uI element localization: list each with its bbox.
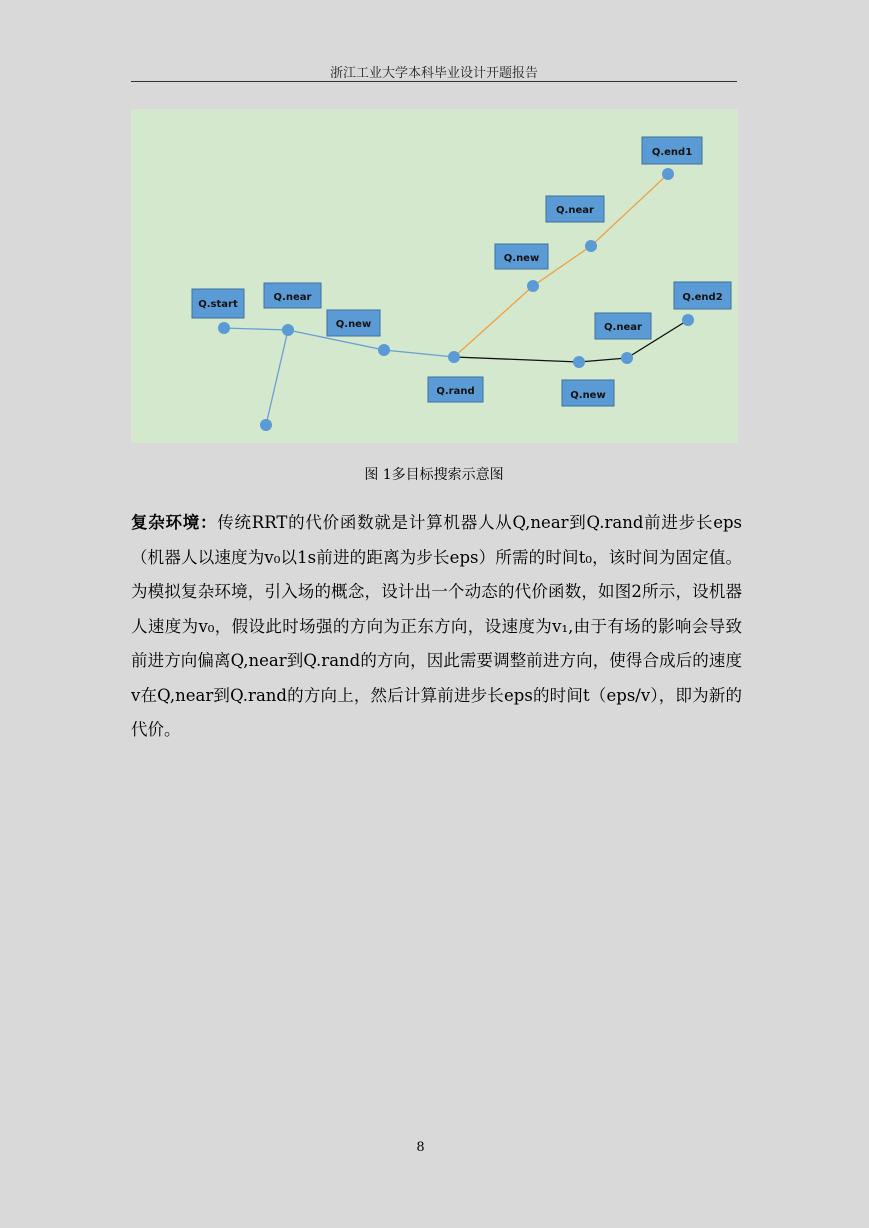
svg-text:Q.new: Q.new	[503, 253, 540, 264]
node-end1	[662, 168, 674, 180]
page-header: 浙江工业大学本科毕业设计开题报告	[329, 66, 538, 81]
label-near-right	[595, 313, 651, 339]
svg-text:Q.end2: Q.end2	[682, 292, 723, 303]
figure-caption: 图 1多目标搜索示意图	[364, 467, 504, 483]
label-start	[192, 289, 244, 318]
node-near-top	[585, 240, 597, 252]
svg-text:Q.near: Q.near	[273, 292, 312, 303]
page-number: 8	[416, 1140, 425, 1155]
svg-text:Q.end1: Q.end1	[651, 147, 693, 158]
svg-text:Q.near: Q.near	[604, 322, 642, 333]
label-new-right	[562, 380, 614, 406]
label-near-left	[264, 283, 321, 308]
svg-text:Q.new: Q.new	[570, 390, 606, 401]
node-rand	[448, 351, 460, 363]
node-new-mid	[527, 280, 539, 292]
rrt-diagram	[131, 109, 738, 443]
node-start	[218, 322, 230, 334]
node-near-right	[621, 352, 633, 364]
node-new-left	[378, 344, 390, 356]
node-branch	[260, 419, 272, 431]
label-new-left	[327, 310, 380, 336]
svg-text:Q.start: Q.start	[198, 299, 238, 310]
body-paragraph	[131, 506, 742, 748]
paragraph-text: 传统RRT的代价函数就是计算机器人从Q,near到Q.rand前进步长eps（机器人以速度为v₀以1s前进的距离为步长eps）所需的时间t₀，该时间为固定值。为模拟复杂环境，引入场的概念，设计出一个动态的代价函数，如图2所示，设机器人速度为v₀，假设此时场强的方向为正东方向，设速度为v₁,由于有场的影响会导致前进方向偏离Q,near到Q.rand的方向，因此需要调整前进方向，使得合成后的速度v在Q,near到Q.rand的方向上，然后计算前进步长eps的时间t（eps/v），即为新的代价。	[131, 513, 743, 739]
svg-text:Q.rand: Q.rand	[436, 386, 475, 397]
svg-text:Q.near: Q.near	[556, 205, 594, 216]
label-end1	[642, 137, 702, 164]
svg-text:Q.new: Q.new	[335, 319, 372, 330]
label-end2	[674, 282, 731, 309]
node-near-left	[282, 324, 294, 336]
rrt-figure	[131, 109, 738, 443]
header-rule	[131, 81, 737, 82]
label-near-top	[546, 196, 604, 222]
node-end2	[682, 314, 694, 326]
paragraph-lead: 复杂环境：	[131, 513, 218, 532]
label-new-mid	[495, 244, 548, 269]
label-rand	[428, 377, 483, 402]
node-new-right	[573, 356, 585, 368]
